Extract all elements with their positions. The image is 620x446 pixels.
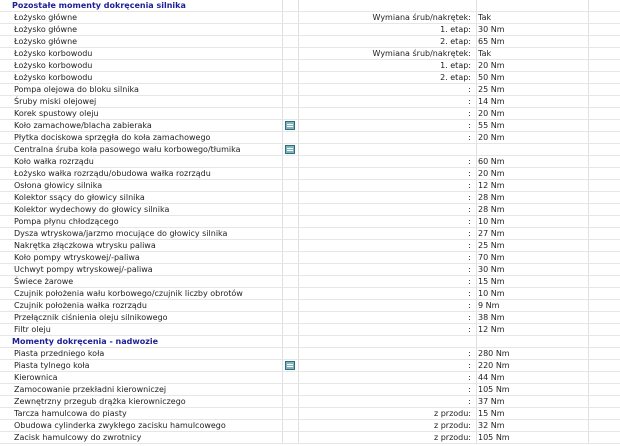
row-value: 20 Nm — [478, 109, 505, 118]
grid-line — [298, 312, 299, 323]
grid-line — [588, 60, 589, 71]
table-row — [0, 24, 620, 36]
row-qualifier: : — [468, 229, 471, 238]
row-value: 70 Nm — [478, 253, 505, 262]
row-qualifier: : — [468, 181, 471, 190]
row-name: Łożysko główne — [14, 25, 78, 34]
grid-line — [476, 324, 477, 335]
grid-line — [298, 372, 299, 383]
row-name: Zamocowanie przekładni kierowniczej — [14, 385, 167, 394]
row-qualifier: : — [468, 217, 471, 226]
grid-line — [282, 156, 283, 167]
grid-line — [282, 180, 283, 191]
table-row — [0, 168, 620, 180]
table-row — [0, 96, 620, 108]
grid-line — [476, 192, 477, 203]
grid-line — [298, 144, 299, 155]
table-row — [0, 276, 620, 288]
grid-line — [298, 108, 299, 119]
grid-line — [298, 240, 299, 251]
grid-line — [298, 36, 299, 47]
grid-line — [476, 48, 477, 59]
row-name: Filtr oleju — [14, 325, 51, 334]
table-row — [0, 144, 620, 156]
row-value: 30 Nm — [478, 25, 505, 34]
table-row — [0, 84, 620, 96]
row-name: Świece żarowe — [14, 277, 74, 286]
grid-line — [282, 216, 283, 227]
grid-line — [298, 156, 299, 167]
row-name: Koło pompy wtryskowej/-paliwa — [14, 253, 140, 262]
table-row — [0, 384, 620, 396]
row-qualifier: : — [468, 193, 471, 202]
table-row — [0, 48, 620, 60]
grid-line — [476, 36, 477, 47]
grid-line — [298, 276, 299, 287]
grid-line — [298, 432, 299, 443]
grid-line — [282, 24, 283, 35]
grid-line — [298, 120, 299, 131]
row-value: 38 Nm — [478, 313, 505, 322]
row-name: Przełącznik ciśnienia oleju silnikowego — [14, 313, 168, 322]
row-value: Tak — [478, 13, 492, 22]
grid-line — [298, 192, 299, 203]
grid-line — [588, 348, 589, 359]
row-name: Czujnik położenia wału korbowego/czujnik liczby obrotów — [14, 289, 243, 298]
grid-line — [588, 432, 589, 443]
grid-line — [588, 132, 589, 143]
section-header — [0, 336, 620, 348]
table-row — [0, 432, 620, 444]
grid-line — [282, 120, 283, 131]
row-value: 28 Nm — [478, 193, 505, 202]
table-row — [0, 120, 620, 132]
grid-line — [476, 384, 477, 395]
grid-line — [298, 396, 299, 407]
row-name: Łożysko korbowodu — [14, 61, 93, 70]
row-name: Łożysko wałka rozrządu/obudowa wałka rozrządu — [14, 169, 211, 178]
grid-line — [298, 228, 299, 239]
grid-line — [476, 84, 477, 95]
table-row — [0, 228, 620, 240]
grid-line — [282, 204, 283, 215]
grid-line — [588, 0, 589, 11]
grid-line — [476, 24, 477, 35]
grid-line — [476, 240, 477, 251]
row-qualifier: z przodu: — [433, 409, 471, 418]
row-value: 32 Nm — [478, 421, 505, 430]
row-qualifier: Wymiana śrub/nakrętek: — [372, 49, 471, 58]
row-qualifier: : — [468, 277, 471, 286]
row-value: 65 Nm — [478, 37, 505, 46]
row-qualifier: : — [468, 301, 471, 310]
grid-line — [298, 72, 299, 83]
info-cell[interactable] — [284, 120, 296, 131]
info-cell[interactable] — [284, 144, 296, 155]
grid-line — [588, 216, 589, 227]
row-value: 15 Nm — [478, 409, 505, 418]
row-value: 12 Nm — [478, 181, 505, 190]
grid-line — [476, 120, 477, 131]
row-name: Łożysko główne — [14, 13, 78, 22]
grid-line — [298, 300, 299, 311]
row-qualifier: : — [468, 397, 471, 406]
grid-line — [282, 72, 283, 83]
row-qualifier: 1. etap: — [440, 25, 471, 34]
grid-line — [588, 276, 589, 287]
grid-line — [298, 288, 299, 299]
grid-line — [476, 396, 477, 407]
row-qualifier: : — [468, 265, 471, 274]
row-name: Zewnętrzny przegub drążka kierowniczego — [14, 397, 186, 406]
grid-line — [476, 288, 477, 299]
table-row — [0, 72, 620, 84]
row-name: Kolektor ssący do głowicy silnika — [14, 193, 145, 202]
grid-line — [282, 240, 283, 251]
grid-line — [476, 312, 477, 323]
grid-line — [282, 0, 283, 11]
row-qualifier: Wymiana śrub/nakrętek: — [372, 13, 471, 22]
row-value: 44 Nm — [478, 373, 505, 382]
row-name: Łożysko główne — [14, 37, 78, 46]
grid-line — [476, 408, 477, 419]
row-value: 220 Nm — [478, 361, 510, 370]
grid-line — [588, 396, 589, 407]
row-qualifier: z przodu: — [433, 433, 471, 442]
table-row — [0, 288, 620, 300]
table-row — [0, 252, 620, 264]
grid-line — [588, 84, 589, 95]
grid-line — [298, 0, 299, 11]
grid-line — [476, 108, 477, 119]
grid-line — [282, 432, 283, 443]
grid-line — [588, 180, 589, 191]
grid-line — [588, 144, 589, 155]
row-value: 28 Nm — [478, 205, 505, 214]
grid-line — [298, 264, 299, 275]
grid-line — [588, 372, 589, 383]
row-name: Śruby miski olejowej — [14, 97, 97, 106]
row-name: Kolektor wydechowy do głowicy silnika — [14, 205, 170, 214]
grid-line — [476, 252, 477, 263]
grid-line — [298, 360, 299, 371]
row-name: Koło zamachowe/blacha zabieraka — [14, 121, 152, 130]
document-icon[interactable] — [285, 145, 295, 154]
grid-line — [476, 168, 477, 179]
row-name: Płytka dociskowa sprzęgła do koła zamachowego — [14, 133, 211, 142]
grid-line — [588, 312, 589, 323]
grid-line — [588, 24, 589, 35]
row-qualifier: : — [468, 85, 471, 94]
grid-line — [476, 156, 477, 167]
row-name: Uchwyt pompy wtryskowej/-paliwa — [14, 265, 153, 274]
row-value: 15 Nm — [478, 277, 505, 286]
row-name: Czujnik położenia wałka rozrządu — [14, 301, 147, 310]
row-name: Piasta przedniego koła — [14, 349, 105, 358]
table-row — [0, 12, 620, 24]
grid-line — [476, 420, 477, 431]
row-qualifier: : — [468, 325, 471, 334]
row-qualifier: 1. etap: — [440, 61, 471, 70]
grid-line — [476, 360, 477, 371]
table-row — [0, 360, 620, 372]
grid-line — [282, 108, 283, 119]
grid-line — [476, 144, 477, 155]
grid-line — [588, 420, 589, 431]
grid-line — [588, 48, 589, 59]
row-value: 20 Nm — [478, 169, 505, 178]
grid-line — [282, 336, 283, 347]
row-name: Centralna śruba koła pasowego wału korbowego/tłumika — [14, 145, 241, 154]
grid-line — [282, 264, 283, 275]
grid-line — [476, 276, 477, 287]
table-row — [0, 60, 620, 72]
row-name: Łożysko korbowodu — [14, 49, 93, 58]
grid-line — [298, 132, 299, 143]
grid-line — [476, 228, 477, 239]
grid-line — [298, 204, 299, 215]
grid-line — [476, 132, 477, 143]
row-name: Dysza wtryskowa/jarzmo mocujące do głowicy silnika — [14, 229, 228, 238]
row-qualifier: : — [468, 133, 471, 142]
grid-line — [282, 396, 283, 407]
grid-line — [588, 228, 589, 239]
grid-line — [282, 420, 283, 431]
row-value: 27 Nm — [478, 229, 505, 238]
grid-line — [298, 168, 299, 179]
row-qualifier: : — [468, 385, 471, 394]
grid-line — [298, 180, 299, 191]
row-qualifier: : — [468, 205, 471, 214]
grid-line — [476, 348, 477, 359]
grid-line — [298, 336, 299, 347]
row-value: 55 Nm — [478, 121, 505, 130]
grid-line — [282, 288, 283, 299]
row-name: Koło wałka rozrządu — [14, 157, 94, 166]
table-row — [0, 396, 620, 408]
grid-line — [282, 300, 283, 311]
grid-line — [588, 156, 589, 167]
row-qualifier: 2. etap: — [440, 73, 471, 82]
table-row — [0, 312, 620, 324]
grid-line — [476, 432, 477, 443]
grid-line — [476, 60, 477, 71]
grid-line — [282, 408, 283, 419]
grid-line — [476, 72, 477, 83]
section-header — [0, 0, 620, 12]
grid-line — [282, 168, 283, 179]
document-icon[interactable] — [285, 121, 295, 130]
grid-line — [588, 264, 589, 275]
row-name: Korek spustowy oleju — [14, 109, 99, 118]
grid-line — [298, 408, 299, 419]
table-row — [0, 372, 620, 384]
row-value: 12 Nm — [478, 325, 505, 334]
grid-line — [588, 168, 589, 179]
grid-line — [588, 204, 589, 215]
row-value: 20 Nm — [478, 133, 505, 142]
grid-line — [476, 264, 477, 275]
grid-line — [588, 360, 589, 371]
row-qualifier: : — [468, 109, 471, 118]
row-value — [478, 144, 558, 155]
grid-line — [588, 288, 589, 299]
row-name: Zacisk hamulcowy do zwrotnicy — [14, 433, 142, 442]
section-title: Momenty dokręcenia - nadwozie — [12, 337, 159, 346]
table-row — [0, 132, 620, 144]
row-value: 280 Nm — [478, 349, 510, 358]
row-qualifier: : — [468, 241, 471, 250]
grid-line — [588, 192, 589, 203]
grid-line — [282, 132, 283, 143]
grid-line — [298, 96, 299, 107]
grid-line — [476, 372, 477, 383]
grid-line — [476, 180, 477, 191]
table-row — [0, 324, 620, 336]
grid-line — [588, 408, 589, 419]
row-name: Pompa płynu chłodzącego — [14, 217, 119, 226]
row-value: 105 Nm — [478, 385, 510, 394]
table-row — [0, 108, 620, 120]
grid-line — [282, 312, 283, 323]
grid-line — [282, 192, 283, 203]
table-row — [0, 420, 620, 432]
grid-line — [298, 12, 299, 23]
row-value: 14 Nm — [478, 97, 505, 106]
grid-line — [588, 96, 589, 107]
row-value: 25 Nm — [478, 85, 505, 94]
grid-line — [588, 336, 589, 347]
row-qualifier: : — [468, 253, 471, 262]
table-row — [0, 180, 620, 192]
grid-line — [588, 300, 589, 311]
grid-line — [282, 144, 283, 155]
grid-line — [588, 252, 589, 263]
row-value: 37 Nm — [478, 397, 505, 406]
row-qualifier — [301, 144, 471, 155]
grid-line — [282, 384, 283, 395]
row-name: Piasta tylnego koła — [14, 361, 90, 370]
grid-line — [476, 216, 477, 227]
grid-line — [476, 96, 477, 107]
grid-line — [282, 96, 283, 107]
grid-line — [298, 48, 299, 59]
grid-line — [588, 108, 589, 119]
grid-line — [476, 0, 477, 11]
row-value: 10 Nm — [478, 289, 505, 298]
row-value: 9 Nm — [478, 301, 500, 310]
table-row — [0, 240, 620, 252]
grid-line — [476, 336, 477, 347]
grid-line — [282, 252, 283, 263]
row-value: 30 Nm — [478, 265, 505, 274]
grid-line — [298, 384, 299, 395]
row-name: Kierownica — [14, 373, 58, 382]
grid-line — [588, 384, 589, 395]
grid-line — [282, 60, 283, 71]
table-row — [0, 300, 620, 312]
section-title: Pozostałe momenty dokręcenia silnika — [12, 1, 186, 10]
document-icon[interactable] — [285, 361, 295, 370]
table-row — [0, 216, 620, 228]
row-value: 10 Nm — [478, 217, 505, 226]
info-cell[interactable] — [284, 360, 296, 371]
grid-line — [298, 252, 299, 263]
table-row — [0, 264, 620, 276]
grid-line — [588, 120, 589, 131]
grid-line — [298, 348, 299, 359]
grid-line — [282, 360, 283, 371]
table-row — [0, 408, 620, 420]
grid-line — [282, 12, 283, 23]
row-value: Tak — [478, 49, 492, 58]
row-name: Łożysko korbowodu — [14, 73, 93, 82]
grid-line — [298, 24, 299, 35]
table-row — [0, 156, 620, 168]
table-row — [0, 36, 620, 48]
grid-line — [282, 48, 283, 59]
row-qualifier: : — [468, 97, 471, 106]
grid-line — [298, 84, 299, 95]
grid-line — [298, 216, 299, 227]
row-qualifier: : — [468, 373, 471, 382]
grid-line — [588, 240, 589, 251]
grid-line — [298, 60, 299, 71]
row-qualifier: : — [468, 169, 471, 178]
grid-line — [476, 204, 477, 215]
grid-line — [588, 12, 589, 23]
row-value: 20 Nm — [478, 61, 505, 70]
grid-line — [588, 72, 589, 83]
row-value: 50 Nm — [478, 73, 505, 82]
row-qualifier: 2. etap: — [440, 37, 471, 46]
grid-line — [588, 36, 589, 47]
grid-line — [476, 300, 477, 311]
row-qualifier: : — [468, 121, 471, 130]
table-row — [0, 204, 620, 216]
table-row — [0, 192, 620, 204]
grid-line — [476, 12, 477, 23]
row-name: Osłona głowicy silnika — [14, 181, 103, 190]
row-value: 60 Nm — [478, 157, 505, 166]
grid-line — [282, 372, 283, 383]
row-qualifier: : — [468, 289, 471, 298]
grid-line — [282, 84, 283, 95]
grid-line — [282, 324, 283, 335]
grid-line — [282, 36, 283, 47]
row-name: Nakrętka złączkowa wtrysku paliwa — [14, 241, 156, 250]
row-name: Obudowa cylinderka zwykłego zacisku hamulcowego — [14, 421, 226, 430]
row-name: Tarcza hamulcowa do piasty — [14, 409, 127, 418]
row-value: 105 Nm — [478, 433, 510, 442]
row-qualifier: : — [468, 313, 471, 322]
grid-line — [282, 348, 283, 359]
grid-line — [298, 420, 299, 431]
row-qualifier: : — [468, 157, 471, 166]
table-row — [0, 348, 620, 360]
row-qualifier: : — [468, 361, 471, 370]
row-qualifier: : — [468, 349, 471, 358]
grid-line — [282, 276, 283, 287]
row-value: 25 Nm — [478, 241, 505, 250]
grid-line — [298, 324, 299, 335]
grid-line — [588, 324, 589, 335]
row-name: Pompa olejowa do bloku silnika — [14, 85, 139, 94]
grid-line — [282, 228, 283, 239]
row-qualifier: z przodu: — [433, 421, 471, 430]
